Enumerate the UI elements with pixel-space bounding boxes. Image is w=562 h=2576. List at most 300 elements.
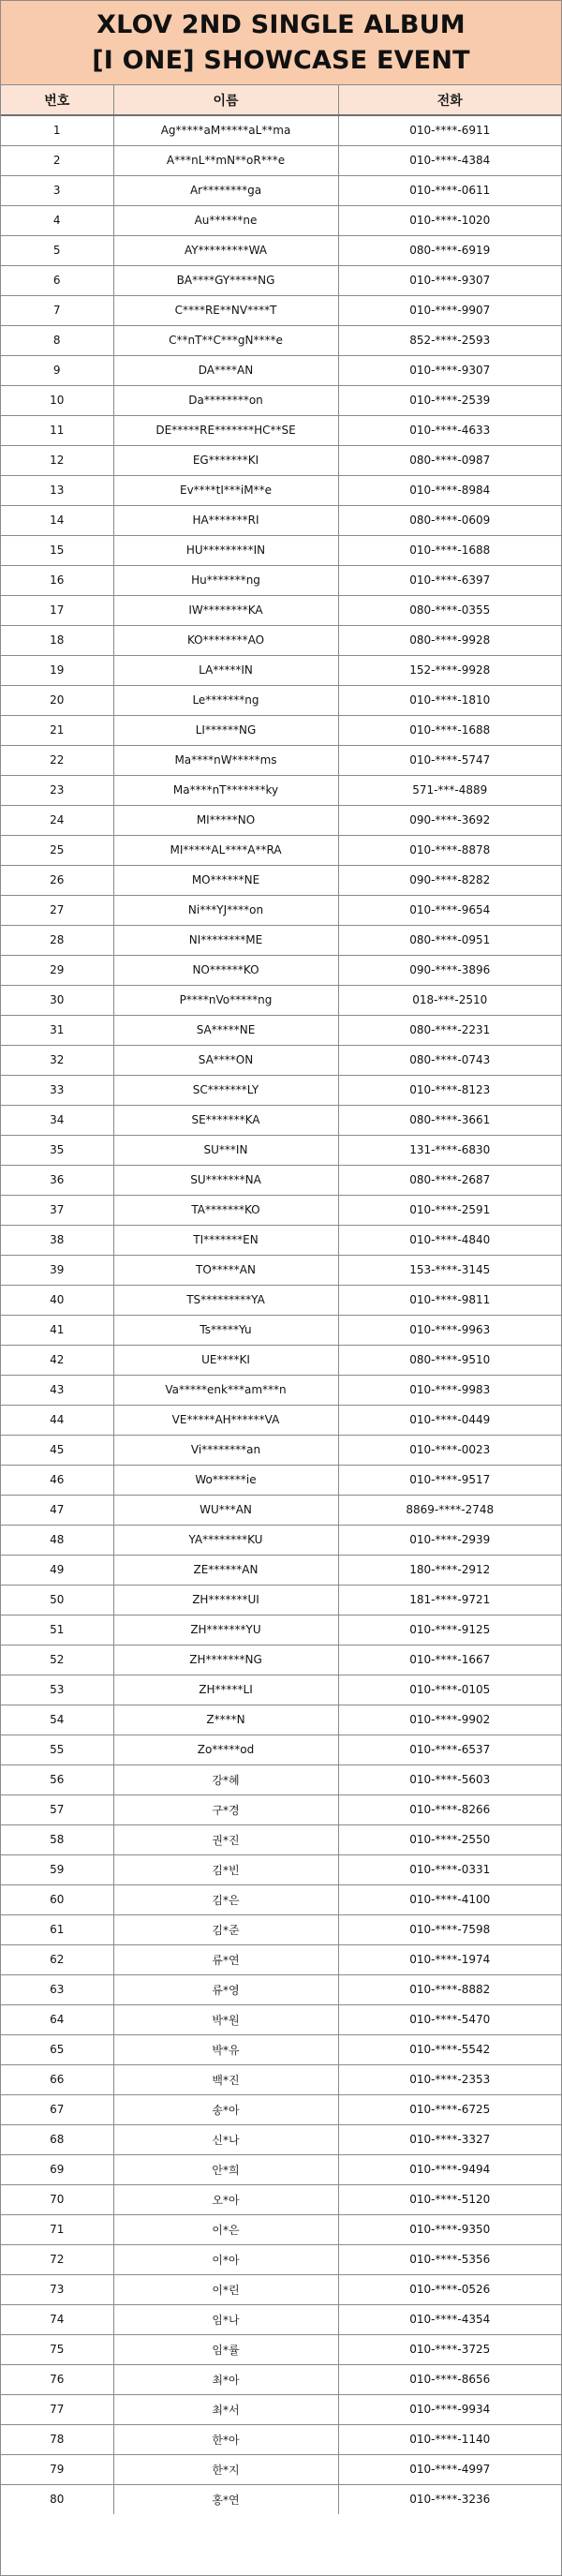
cell-name: 권*진 bbox=[113, 1824, 338, 1854]
table-row bbox=[1, 1794, 561, 1824]
cell-name: 이*은 bbox=[113, 2214, 338, 2244]
cell-name: Le*******ng bbox=[113, 685, 338, 715]
cell-number: 8 bbox=[1, 325, 113, 355]
cell-name: SE*******KA bbox=[113, 1105, 338, 1135]
table-row bbox=[1, 2334, 561, 2364]
cell-phone: 010-****-9963 bbox=[338, 1315, 561, 1345]
cell-name: SA*****NE bbox=[113, 1015, 338, 1045]
cell-number: 4 bbox=[1, 205, 113, 235]
cell-name: Hu*******ng bbox=[113, 565, 338, 595]
cell-phone: 010-****-9307 bbox=[338, 355, 561, 385]
cell-phone: 010-****-0105 bbox=[338, 1675, 561, 1705]
cell-phone: 010-****-6725 bbox=[338, 2094, 561, 2124]
cell-name: BA****GY*****NG bbox=[113, 265, 338, 295]
table-row bbox=[1, 595, 561, 625]
table-row bbox=[1, 2274, 561, 2304]
table-row bbox=[1, 1585, 561, 1615]
table-row bbox=[1, 265, 561, 295]
cell-name: 임*나 bbox=[113, 2304, 338, 2334]
table-row bbox=[1, 445, 561, 475]
table-row bbox=[1, 1345, 561, 1375]
cell-phone: 090-****-8282 bbox=[338, 865, 561, 895]
cell-phone: 010-****-0023 bbox=[338, 1435, 561, 1465]
cell-number: 54 bbox=[1, 1705, 113, 1735]
table-row bbox=[1, 775, 561, 805]
cell-phone: 010-****-0526 bbox=[338, 2274, 561, 2304]
cell-phone: 010-****-1688 bbox=[338, 715, 561, 745]
cell-number: 64 bbox=[1, 2004, 113, 2034]
cell-name: C****RE**NV****T bbox=[113, 295, 338, 325]
cell-phone: 090-****-3692 bbox=[338, 805, 561, 835]
cell-name: NO******KO bbox=[113, 955, 338, 985]
cell-name: Au******ne bbox=[113, 205, 338, 235]
table-row bbox=[1, 475, 561, 505]
table-row bbox=[1, 1914, 561, 1944]
event-title-line-2: [I ONE] SHOWCASE EVENT bbox=[92, 45, 470, 75]
table-row bbox=[1, 895, 561, 925]
cell-phone: 010-****-5120 bbox=[338, 2184, 561, 2214]
cell-name: MO******NE bbox=[113, 865, 338, 895]
table-row bbox=[1, 1525, 561, 1555]
cell-name: YA********KU bbox=[113, 1525, 338, 1555]
table-row bbox=[1, 1974, 561, 2004]
cell-number: 6 bbox=[1, 265, 113, 295]
cell-phone: 010-****-6537 bbox=[338, 1735, 561, 1764]
cell-name: 최*아 bbox=[113, 2364, 338, 2394]
cell-number: 69 bbox=[1, 2154, 113, 2184]
cell-phone: 010-****-0611 bbox=[338, 175, 561, 205]
cell-phone: 010-****-8882 bbox=[338, 1974, 561, 2004]
cell-name: Da********on bbox=[113, 385, 338, 415]
cell-number: 30 bbox=[1, 985, 113, 1015]
cell-number: 75 bbox=[1, 2334, 113, 2364]
table-row bbox=[1, 295, 561, 325]
cell-number: 72 bbox=[1, 2244, 113, 2274]
cell-name: Va*****enk***am***n bbox=[113, 1375, 338, 1405]
cell-phone: 010-****-9125 bbox=[338, 1615, 561, 1645]
cell-number: 43 bbox=[1, 1375, 113, 1405]
table-row bbox=[1, 1285, 561, 1315]
table-row bbox=[1, 2214, 561, 2244]
cell-number: 66 bbox=[1, 2064, 113, 2094]
cell-phone: 010-****-8123 bbox=[338, 1075, 561, 1105]
table-row bbox=[1, 685, 561, 715]
cell-number: 18 bbox=[1, 625, 113, 655]
cell-phone: 010-****-5603 bbox=[338, 1764, 561, 1794]
cell-number: 38 bbox=[1, 1225, 113, 1255]
table-row bbox=[1, 2394, 561, 2424]
table-row bbox=[1, 1944, 561, 1974]
table-body bbox=[1, 115, 561, 2514]
cell-number: 58 bbox=[1, 1824, 113, 1854]
cell-name: 김*은 bbox=[113, 1884, 338, 1914]
cell-phone: 010-****-1810 bbox=[338, 685, 561, 715]
cell-phone: 080-****-9510 bbox=[338, 1345, 561, 1375]
cell-number: 56 bbox=[1, 1764, 113, 1794]
table-row bbox=[1, 1675, 561, 1705]
cell-number: 61 bbox=[1, 1914, 113, 1944]
cell-number: 23 bbox=[1, 775, 113, 805]
table-row bbox=[1, 1854, 561, 1884]
cell-name: 류*연 bbox=[113, 1944, 338, 1974]
cell-name: TA*******KO bbox=[113, 1195, 338, 1225]
cell-number: 39 bbox=[1, 1255, 113, 1285]
cell-name: UE****KI bbox=[113, 1345, 338, 1375]
cell-phone: 010-****-1020 bbox=[338, 205, 561, 235]
cell-number: 67 bbox=[1, 2094, 113, 2124]
cell-name: NI********ME bbox=[113, 925, 338, 955]
cell-number: 42 bbox=[1, 1345, 113, 1375]
cell-name: 류*영 bbox=[113, 1974, 338, 2004]
table-row bbox=[1, 655, 561, 685]
cell-name: LA*****IN bbox=[113, 655, 338, 685]
cell-phone: 010-****-7598 bbox=[338, 1914, 561, 1944]
table-row bbox=[1, 1735, 561, 1764]
cell-phone: 010-****-8656 bbox=[338, 2364, 561, 2394]
cell-number: 24 bbox=[1, 805, 113, 835]
cell-number: 50 bbox=[1, 1585, 113, 1615]
header-number: 번호 bbox=[1, 85, 113, 115]
cell-name: 백*진 bbox=[113, 2064, 338, 2094]
cell-number: 41 bbox=[1, 1315, 113, 1345]
table-row bbox=[1, 1884, 561, 1914]
cell-number: 45 bbox=[1, 1435, 113, 1465]
cell-phone: 010-****-5542 bbox=[338, 2034, 561, 2064]
cell-name: C**nT**C***gN****e bbox=[113, 325, 338, 355]
cell-name: SA****ON bbox=[113, 1045, 338, 1075]
cell-name: 오*아 bbox=[113, 2184, 338, 2214]
cell-phone: 010-****-1667 bbox=[338, 1645, 561, 1675]
cell-phone: 131-****-6830 bbox=[338, 1135, 561, 1165]
cell-phone: 010-****-5356 bbox=[338, 2244, 561, 2274]
cell-phone: 010-****-2539 bbox=[338, 385, 561, 415]
table-row bbox=[1, 715, 561, 745]
cell-number: 27 bbox=[1, 895, 113, 925]
table-row bbox=[1, 1165, 561, 1195]
table-row bbox=[1, 1105, 561, 1135]
table-row bbox=[1, 1495, 561, 1525]
cell-phone: 010-****-2591 bbox=[338, 1195, 561, 1225]
cell-name: SC*******LY bbox=[113, 1075, 338, 1105]
cell-name: Ma****nT*******ky bbox=[113, 775, 338, 805]
table-row bbox=[1, 2304, 561, 2334]
table-row bbox=[1, 2034, 561, 2064]
cell-name: TI*******EN bbox=[113, 1225, 338, 1255]
cell-phone: 080-****-0609 bbox=[338, 505, 561, 535]
table-row bbox=[1, 2244, 561, 2274]
cell-name: 한*아 bbox=[113, 2424, 338, 2454]
table-row bbox=[1, 2154, 561, 2184]
table-row bbox=[1, 1824, 561, 1854]
cell-name: ZH*******NG bbox=[113, 1645, 338, 1675]
header-name: 이름 bbox=[113, 85, 338, 115]
cell-number: 15 bbox=[1, 535, 113, 565]
cell-number: 25 bbox=[1, 835, 113, 865]
cell-name: TO*****AN bbox=[113, 1255, 338, 1285]
cell-phone: 010-****-0449 bbox=[338, 1405, 561, 1435]
cell-name: Z****N bbox=[113, 1705, 338, 1735]
cell-phone: 010-****-9811 bbox=[338, 1285, 561, 1315]
table-row bbox=[1, 325, 561, 355]
table-row bbox=[1, 1045, 561, 1075]
cell-name: 이*아 bbox=[113, 2244, 338, 2274]
table-row bbox=[1, 145, 561, 175]
table-row bbox=[1, 205, 561, 235]
cell-number: 31 bbox=[1, 1015, 113, 1045]
cell-phone: 080-****-2231 bbox=[338, 1015, 561, 1045]
cell-phone: 010-****-3236 bbox=[409, 2493, 491, 2507]
table-row bbox=[1, 955, 561, 985]
table-row bbox=[1, 625, 561, 655]
table-row bbox=[1, 1615, 561, 1645]
cell-phone: 080-****-0951 bbox=[338, 925, 561, 955]
cell-name: ZE******AN bbox=[113, 1555, 338, 1585]
cell-number: 62 bbox=[1, 1944, 113, 1974]
cell-phone: 080-****-6919 bbox=[338, 235, 561, 265]
cell-number: 14 bbox=[1, 505, 113, 535]
cell-phone: 152-****-9928 bbox=[338, 655, 561, 685]
cell-number: 78 bbox=[1, 2424, 113, 2454]
cell-number: 80 bbox=[1, 2484, 113, 2514]
cell-number: 12 bbox=[1, 445, 113, 475]
cell-number: 77 bbox=[1, 2394, 113, 2424]
cell-name: Ni***YJ****on bbox=[113, 895, 338, 925]
cell-name: ZH*******YU bbox=[113, 1615, 338, 1645]
cell-phone: 010-****-8878 bbox=[338, 835, 561, 865]
cell-number: 51 bbox=[1, 1615, 113, 1645]
cell-name: Ev****tI***iM**e bbox=[113, 475, 338, 505]
cell-number: 33 bbox=[1, 1075, 113, 1105]
cell-number: 20 bbox=[1, 685, 113, 715]
cell-name: P****nVo*****ng bbox=[113, 985, 338, 1015]
cell-number: 55 bbox=[1, 1735, 113, 1764]
cell-name: DA****AN bbox=[113, 355, 338, 385]
cell-phone: 852-****-2593 bbox=[338, 325, 561, 355]
winner-table bbox=[1, 85, 561, 2514]
cell-phone: 010-****-4354 bbox=[338, 2304, 561, 2334]
cell-number: 79 bbox=[1, 2454, 113, 2484]
cell-phone: 010-****-9902 bbox=[338, 1705, 561, 1735]
cell-number: 76 bbox=[1, 2364, 113, 2394]
cell-name: Zo*****od bbox=[113, 1735, 338, 1764]
cell-phone: 153-****-3145 bbox=[338, 1255, 561, 1285]
table-row bbox=[1, 985, 561, 1015]
cell-number: 48 bbox=[1, 1525, 113, 1555]
cell-number: 52 bbox=[1, 1645, 113, 1675]
cell-phone: 010-****-9517 bbox=[338, 1465, 561, 1495]
cell-name: 한*지 bbox=[113, 2454, 338, 2484]
cell-name: 박*유 bbox=[113, 2034, 338, 2064]
table-row bbox=[1, 175, 561, 205]
cell-number: 17 bbox=[1, 595, 113, 625]
cell-name: Ar********ga bbox=[113, 175, 338, 205]
table-row bbox=[1, 2424, 561, 2454]
table-row bbox=[1, 1645, 561, 1675]
cell-phone: 010-****-8266 bbox=[338, 1794, 561, 1824]
cell-number: 49 bbox=[1, 1555, 113, 1585]
table-row bbox=[1, 355, 561, 385]
cell-name: 강*혜 bbox=[113, 1764, 338, 1794]
cell-name: Vi********an bbox=[113, 1435, 338, 1465]
cell-number: 53 bbox=[1, 1675, 113, 1705]
cell-name: 구*경 bbox=[113, 1794, 338, 1824]
cell-number: 16 bbox=[1, 565, 113, 595]
table-row bbox=[1, 2004, 561, 2034]
table-row bbox=[1, 2124, 561, 2154]
cell-phone: 010-****-9983 bbox=[338, 1375, 561, 1405]
cell-phone: 010-****-9494 bbox=[338, 2154, 561, 2184]
table-row bbox=[1, 115, 561, 145]
table-row bbox=[1, 1465, 561, 1495]
cell-phone: 010-****-3327 bbox=[338, 2124, 561, 2154]
cell-phone: 080-****-9928 bbox=[338, 625, 561, 655]
cell-phone: 010-****-1688 bbox=[338, 535, 561, 565]
cell-number: 10 bbox=[1, 385, 113, 415]
table-row bbox=[1, 1705, 561, 1735]
cell-name: 홍*연 bbox=[113, 2484, 338, 2514]
cell-number: 63 bbox=[1, 1974, 113, 2004]
table-row bbox=[1, 865, 561, 895]
cell-number: 36 bbox=[1, 1165, 113, 1195]
table-row bbox=[1, 2094, 561, 2124]
cell-phone: 010-****-0331 bbox=[338, 1854, 561, 1884]
cell-name: 김*준 bbox=[113, 1914, 338, 1944]
table-row bbox=[1, 1375, 561, 1405]
cell-phone: 010-****-9934 bbox=[338, 2394, 561, 2424]
table-row bbox=[1, 1405, 561, 1435]
cell-name: ZH*****LI bbox=[113, 1675, 338, 1705]
cell-phone: 010-****-6911 bbox=[338, 115, 561, 145]
cell-number: 59 bbox=[1, 1854, 113, 1884]
cell-name: DE*****RE*******HC**SE bbox=[113, 415, 338, 445]
cell-number: 22 bbox=[1, 745, 113, 775]
table-row bbox=[1, 1315, 561, 1345]
cell-phone: 090-****-3896 bbox=[338, 955, 561, 985]
cell-phone: 080-****-2687 bbox=[338, 1165, 561, 1195]
cell-phone: 010-****-4633 bbox=[338, 415, 561, 445]
cell-phone: 010-****-6397 bbox=[338, 565, 561, 595]
cell-phone: 181-****-9721 bbox=[338, 1585, 561, 1615]
cell-name: A***nL**mN**oR***e bbox=[113, 145, 338, 175]
cell-phone: 180-****-2912 bbox=[338, 1555, 561, 1585]
cell-phone: 080-****-3661 bbox=[338, 1105, 561, 1135]
table-row bbox=[1, 1015, 561, 1045]
cell-number: 60 bbox=[1, 1884, 113, 1914]
cell-number: 65 bbox=[1, 2034, 113, 2064]
cell-phone: 010-****-9654 bbox=[338, 895, 561, 925]
header-phone: 전화 bbox=[338, 85, 561, 115]
table-row bbox=[1, 2364, 561, 2394]
cell-name: 김*빈 bbox=[113, 1854, 338, 1884]
cell-phone: 080-****-0355 bbox=[338, 595, 561, 625]
cell-number: 73 bbox=[1, 2274, 113, 2304]
cell-number: 2 bbox=[1, 145, 113, 175]
table-row bbox=[1, 805, 561, 835]
cell-phone: 010-****-8984 bbox=[338, 475, 561, 505]
cell-phone: 010-****-1140 bbox=[338, 2424, 561, 2454]
table-row bbox=[1, 415, 561, 445]
cell-phone: 010-****-1974 bbox=[338, 1944, 561, 1974]
cell-number: 57 bbox=[1, 1794, 113, 1824]
table-row bbox=[1, 1255, 561, 1285]
cell-phone: 010-****-5470 bbox=[338, 2004, 561, 2034]
cell-name: MI*****NO bbox=[113, 805, 338, 835]
table-row bbox=[1, 1135, 561, 1165]
cell-number: 47 bbox=[1, 1495, 113, 1525]
table-row bbox=[1, 1555, 561, 1585]
cell-phone: 010-****-4997 bbox=[338, 2454, 561, 2484]
cell-number: 21 bbox=[1, 715, 113, 745]
table-row bbox=[1, 1225, 561, 1255]
cell-number: 74 bbox=[1, 2304, 113, 2334]
cell-name: 최*서 bbox=[113, 2394, 338, 2424]
cell-name: EG*******KI bbox=[113, 445, 338, 475]
table-row bbox=[1, 1195, 561, 1225]
cell-number: 40 bbox=[1, 1285, 113, 1315]
table-row bbox=[1, 535, 561, 565]
cell-name: 신*나 bbox=[113, 2124, 338, 2154]
cell-phone: 010-****-4840 bbox=[338, 1225, 561, 1255]
cell-phone: 010-****-9307 bbox=[338, 265, 561, 295]
cell-number: 70 bbox=[1, 2184, 113, 2214]
cell-phone: 010-****-2550 bbox=[338, 1824, 561, 1854]
cell-number: 26 bbox=[1, 865, 113, 895]
cell-phone: 571-***-4889 bbox=[338, 775, 561, 805]
cell-number: 32 bbox=[1, 1045, 113, 1075]
cell-number: 46 bbox=[1, 1465, 113, 1495]
cell-name: ZH*******UI bbox=[113, 1585, 338, 1615]
table-row bbox=[1, 1764, 561, 1794]
cell-name: 박*원 bbox=[113, 2004, 338, 2034]
cell-number: 13 bbox=[1, 475, 113, 505]
cell-name: 송*아 bbox=[113, 2094, 338, 2124]
cell-name: WU***AN bbox=[113, 1495, 338, 1525]
table-header-row bbox=[1, 85, 561, 115]
event-title-banner bbox=[1, 1, 561, 85]
cell-name: Wo******ie bbox=[113, 1465, 338, 1495]
cell-phone: 010-****-2353 bbox=[338, 2064, 561, 2094]
cell-name: 안*희 bbox=[113, 2154, 338, 2184]
table-row bbox=[1, 1075, 561, 1105]
cell-number: 1 bbox=[1, 115, 113, 145]
cell-name: LI******NG bbox=[113, 715, 338, 745]
cell-name: Ts*****Yu bbox=[113, 1315, 338, 1345]
cell-name: IW********KA bbox=[113, 595, 338, 625]
cell-name: 이*린 bbox=[113, 2274, 338, 2304]
cell-name: TS*********YA bbox=[113, 1285, 338, 1315]
cell-phone: 010-****-2939 bbox=[338, 1525, 561, 1555]
cell-phone: 010-****-9350 bbox=[338, 2214, 561, 2244]
table-row bbox=[1, 565, 561, 595]
cell-number: 35 bbox=[1, 1135, 113, 1165]
cell-phone: 018-***-2510 bbox=[338, 985, 561, 1015]
table-row bbox=[1, 2184, 561, 2214]
table-row bbox=[1, 745, 561, 775]
cell-name: MI*****AL****A**RA bbox=[113, 835, 338, 865]
cell-phone: 010-****-4384 bbox=[338, 145, 561, 175]
table-row bbox=[1, 835, 561, 865]
cell-number: 34 bbox=[1, 1105, 113, 1135]
table-row bbox=[1, 2064, 561, 2094]
cell-number: 68 bbox=[1, 2124, 113, 2154]
cell-name: Ma****nW*****ms bbox=[113, 745, 338, 775]
cell-name: Ag*****aM*****aL**ma bbox=[113, 115, 338, 145]
cell-phone: 080-****-0987 bbox=[338, 445, 561, 475]
cell-phone: 010-****-9907 bbox=[338, 295, 561, 325]
cell-number: 19 bbox=[1, 655, 113, 685]
cell-number: 28 bbox=[1, 925, 113, 955]
cell-number: 9 bbox=[1, 355, 113, 385]
